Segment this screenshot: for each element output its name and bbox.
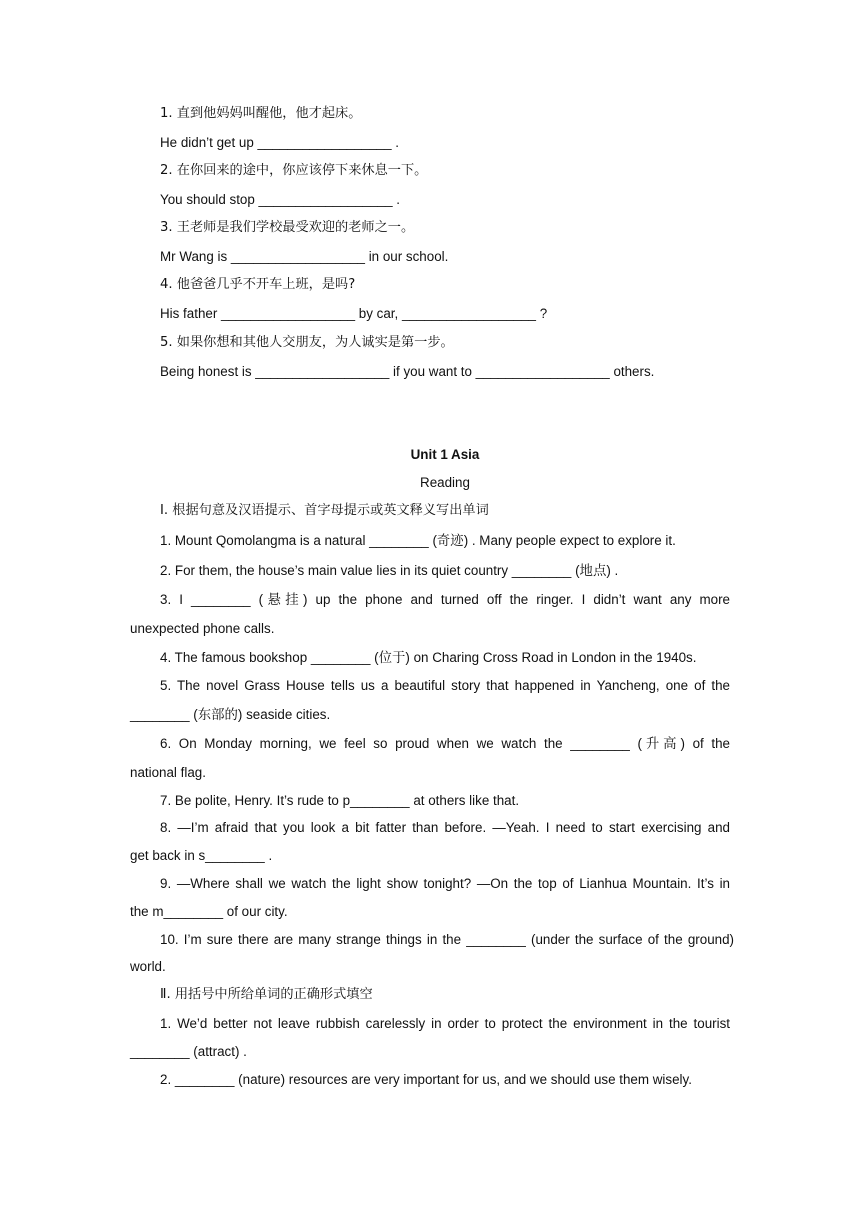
section-1-question-6-cont: national flag. xyxy=(130,765,206,780)
section-1-question-8-cont: get back in s________ . xyxy=(130,848,273,863)
section-2-question-1: 1. We’d better not leave rubbish carelessly in order to protect the environment in the tourist xyxy=(160,1016,730,1031)
section-1-question-5: 5. The novel Grass House tells us a beautiful story that happened in Yancheng, one of the xyxy=(160,678,730,693)
section-1-question-3-cont: unexpected phone calls. xyxy=(130,621,275,636)
section-1-question-8: 8. —I’m afraid that you look a bit fatter than before. —Yeah. I need to start exercising and xyxy=(160,820,730,835)
translation-item-4-en: His father __________________ by car, __________________ ? xyxy=(160,306,548,321)
section-1-question-9: 9. —Where shall we watch the light show tonight? —On the top of Lianhua Mountain. It’s in xyxy=(160,876,730,891)
section-1-question-2: 2. For them, the house’s main value lies in its quiet country ________ (地点) . xyxy=(160,563,619,578)
section-2-heading: Ⅱ. 用括号中所给单词的正确形式填空 xyxy=(160,987,373,1002)
translation-item-3-en: Mr Wang is __________________ in our school. xyxy=(160,249,449,264)
section-1-heading: Ⅰ. 根据句意及汉语提示、首字母提示或英文释义写出单词 xyxy=(160,503,489,518)
section-1-question-3: 3. I ________ (悬挂) up the phone and turned off the ringer. I didn’t want any more xyxy=(160,592,730,607)
section-1-question-10-cont: world. xyxy=(130,959,166,974)
translation-item-3-cn: 3. 王老师是我们学校最受欢迎的老师之一。 xyxy=(160,220,415,235)
translation-item-2-en: You should stop __________________ . xyxy=(160,192,401,207)
translation-item-4-cn: 4. 他爸爸几乎不开车上班，是吗? xyxy=(160,277,356,292)
unit-title: Unit 1 Asia xyxy=(410,447,480,462)
section-2-question-2: 2. ________ (nature) resources are very important for us, and we should use them wisely. xyxy=(160,1072,692,1087)
translation-item-1-cn: 1. 直到他妈妈叫醒他，他才起床。 xyxy=(160,106,362,121)
section-1-question-6: 6. On Monday morning, we feel so proud when we watch the ________ (升高) of the xyxy=(160,736,730,751)
section-1-question-4: 4. The famous bookshop ________ (位于) on Charing Cross Road in London in the 1940s. xyxy=(160,650,697,665)
section-1-question-7: 7. Be polite, Henry. It’s rude to p________ at others like that. xyxy=(160,793,520,808)
section-1-question-1: 1. Mount Qomolangma is a natural ________ (奇迹) . Many people expect to explore it. xyxy=(160,533,676,548)
section-1-question-5-cont: ________ (东部的) seaside cities. xyxy=(130,707,331,722)
section-1-question-9-cont: the m________ of our city. xyxy=(130,904,288,919)
section-2-question-1-cont: ________ (attract) . xyxy=(130,1044,247,1059)
translation-item-2-cn: 2. 在你回来的途中，你应该停下来休息一下。 xyxy=(160,163,428,178)
translation-item-5-en: Being honest is __________________ if you want to __________________ others. xyxy=(160,364,655,379)
translation-item-1-en: He didn’t get up __________________ . xyxy=(160,135,400,150)
translation-item-5-cn: 5. 如果你想和其他人交朋友，为人诚实是第一步。 xyxy=(160,335,454,350)
unit-subtitle: Reading xyxy=(420,475,470,490)
section-1-question-10: 10. I’m sure there are many strange things in the ________ (under the surface of the ground) xyxy=(160,932,734,947)
